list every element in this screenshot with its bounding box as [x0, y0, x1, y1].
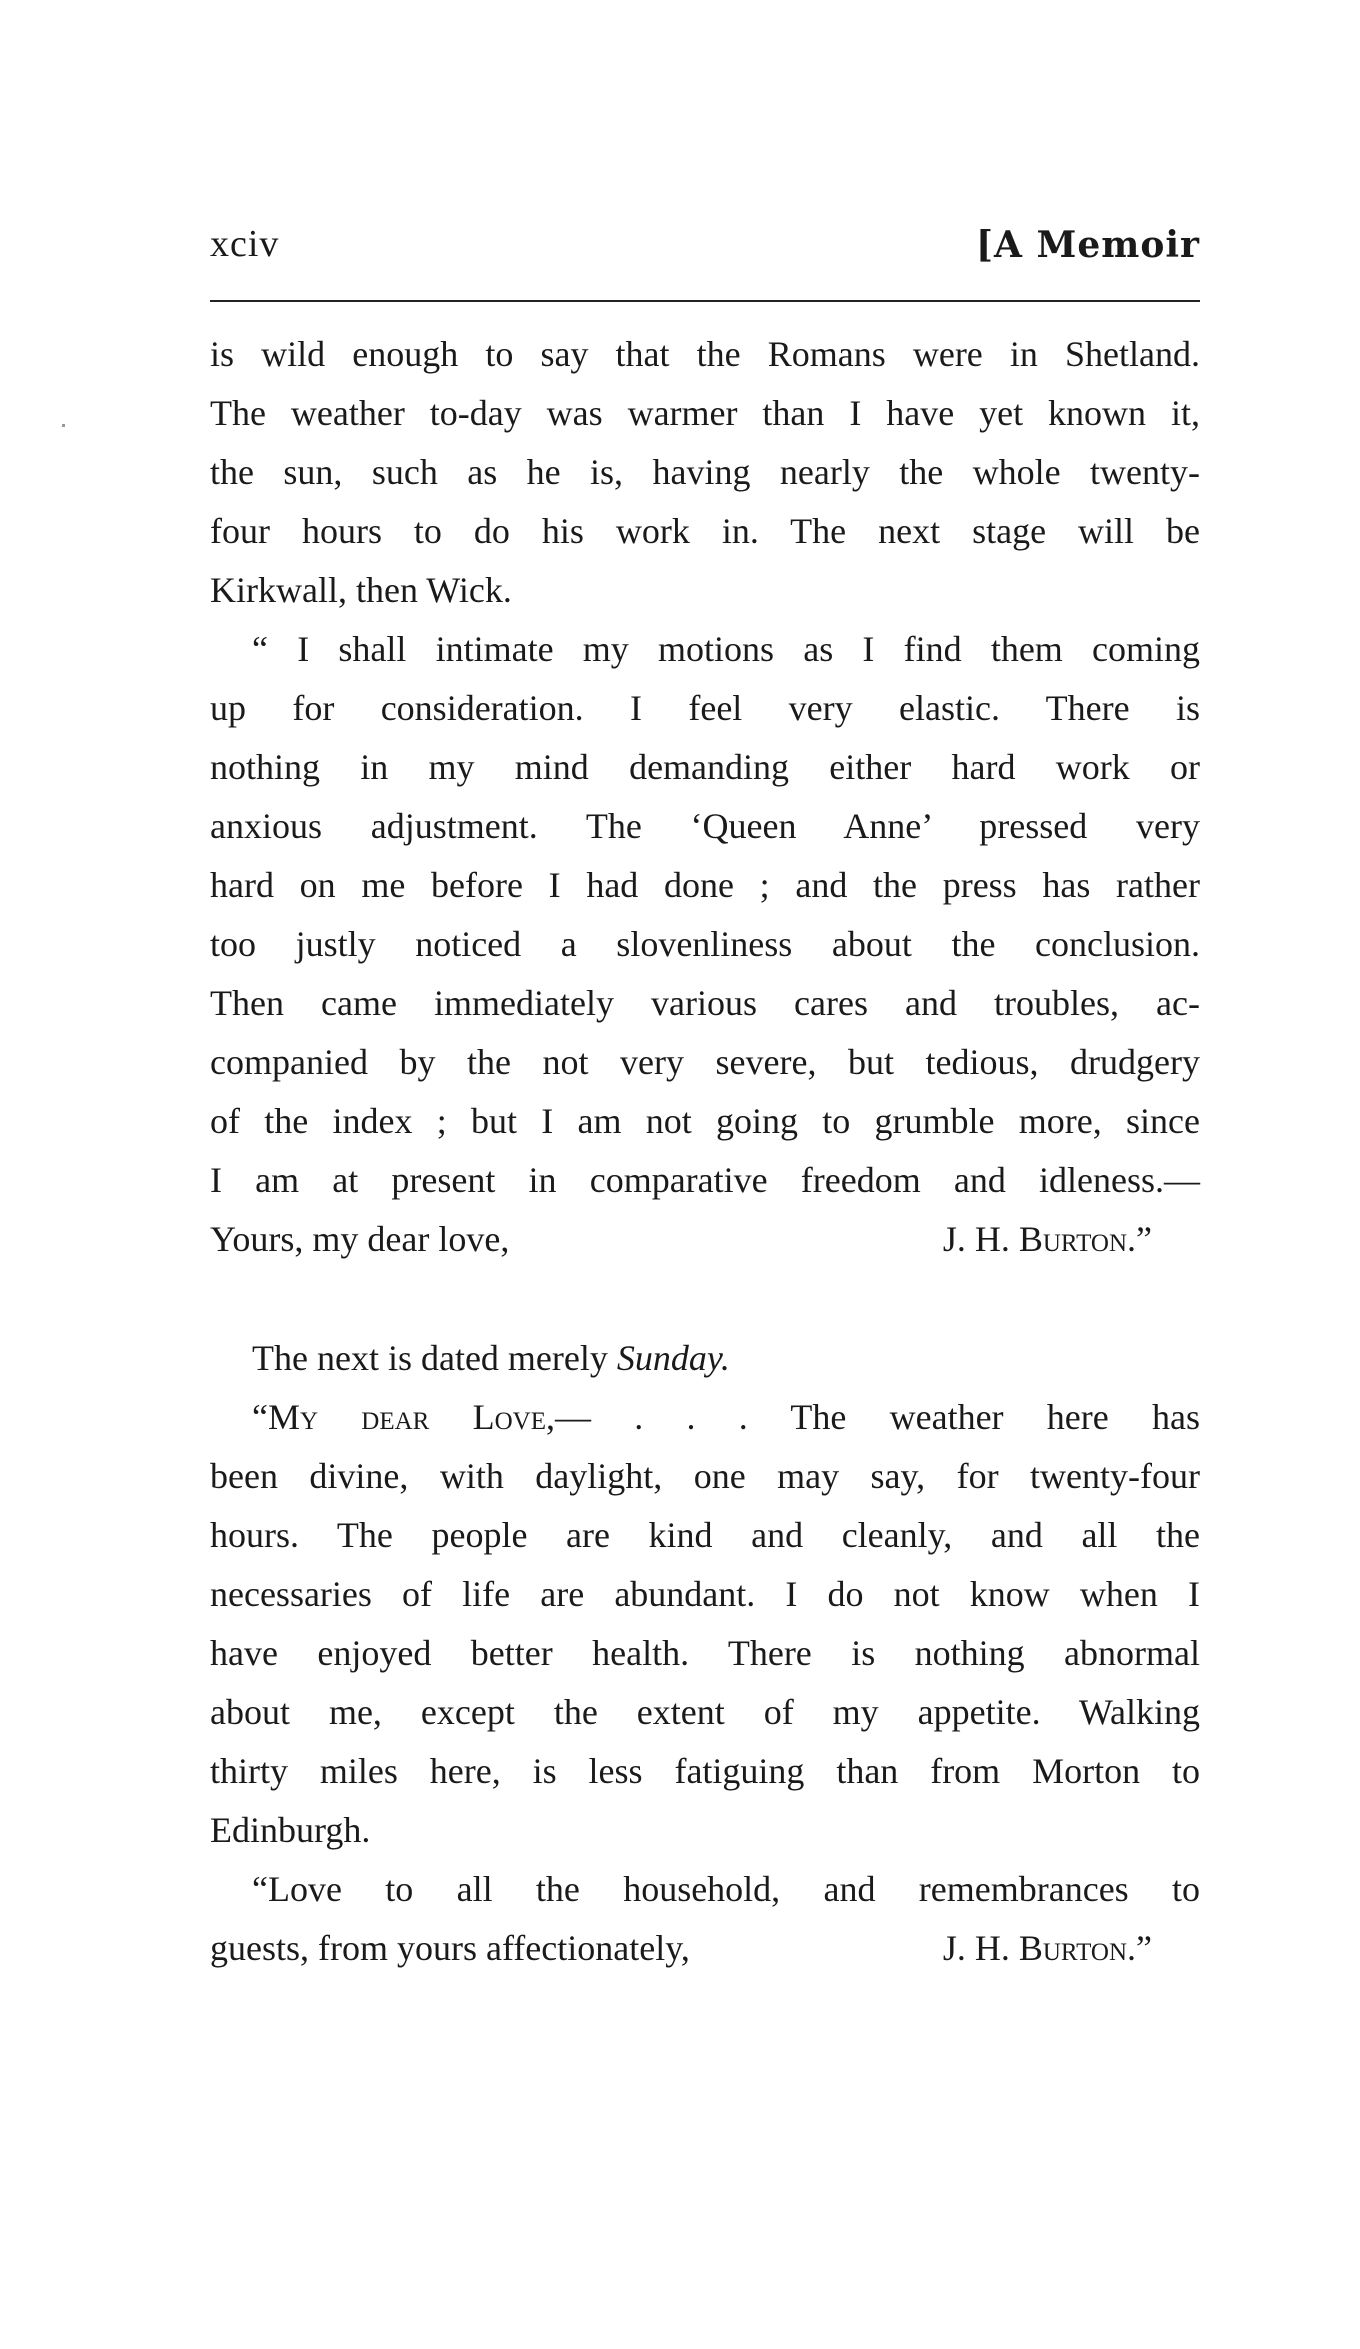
text-line: four hours to do his work in. The next stage will be [210, 511, 1200, 551]
text-line [210, 1329, 1200, 1388]
letter-closing-line [210, 1210, 1200, 1269]
text-line: The weather to-day was warmer than I have yet known it, [210, 393, 1200, 433]
letter-signature: J. H. Burton.” [942, 1928, 1152, 1968]
text-line: too justly noticed a slovenliness about the conclusion. [210, 924, 1200, 964]
letter-signature: J. H. Burton.” [942, 1219, 1152, 1259]
running-title: [A Memoir [976, 224, 1200, 266]
text-line: “ I shall intimate my motions as I find them coming [252, 629, 1200, 669]
text-line [210, 1388, 1200, 1447]
text-line: nothing in my mind demanding either hard work or [210, 747, 1200, 787]
intro-italic-date: Sunday. [616, 1338, 730, 1378]
page-speck [62, 424, 65, 427]
paragraph-second-letter [210, 1388, 1200, 1860]
text-line: about me, except the extent of my appetite. Walking [210, 1692, 1200, 1732]
letter-closing: guests, from yours affectionately, [210, 1928, 690, 1968]
text-line: have enjoyed better health. There is nothing abnormal [210, 1633, 1200, 1673]
text-line: hard on me before I had done ; and the press has rather [210, 865, 1200, 905]
text-line: “Love to all the household, and remembrances to [252, 1869, 1200, 1909]
intro-text: The next is dated merely [252, 1338, 617, 1378]
salutation-rest: . . . The weather here has [591, 1397, 1200, 1437]
paragraph-continuation [210, 325, 1200, 620]
text-line: the sun, such as he is, having nearly the whole twenty- [210, 452, 1200, 492]
text-line: up for consideration. I feel very elastic. There is [210, 688, 1200, 728]
text-line: anxious adjustment. The ‘Queen Anne’ pressed very [210, 806, 1200, 846]
running-head [210, 222, 1200, 282]
text-line: thirty miles here, is less fatiguing than from Morton to [210, 1751, 1200, 1791]
text-line: is wild enough to say that the Romans were in Shetland. [210, 334, 1200, 374]
text-line: Kirkwall, then Wick. [210, 570, 512, 610]
letter-closing: Yours, my dear love, [210, 1219, 510, 1259]
letter-salutation: “My dear Love,— [252, 1397, 591, 1437]
text-line: I am at present in comparative freedom and idleness.— [210, 1160, 1200, 1200]
text-line: hours. The people are kind and cleanly, and all the [210, 1515, 1200, 1555]
letter-closing-line [210, 1919, 1200, 1978]
paragraph-gap [210, 1269, 1200, 1329]
text-line: Then came immediately various cares and troubles, ac- [210, 983, 1200, 1023]
header-rule [210, 300, 1200, 302]
text-line: of the index ; but I am not going to grumble more, since [210, 1101, 1200, 1141]
paragraph-second-closing [210, 1860, 1200, 1978]
page-number: xciv [210, 223, 280, 265]
text-line: Edinburgh. [210, 1810, 371, 1850]
paragraph-intro [210, 1329, 1200, 1388]
text-line: companied by the not very severe, but tedious, drudgery [210, 1042, 1200, 1082]
paragraph-letter-body [210, 620, 1200, 1269]
text-line: been divine, with daylight, one may say, for twenty-four [210, 1456, 1200, 1496]
text-line: necessaries of life are abundant. I do not know when I [210, 1574, 1200, 1614]
body-text [210, 325, 1200, 1978]
